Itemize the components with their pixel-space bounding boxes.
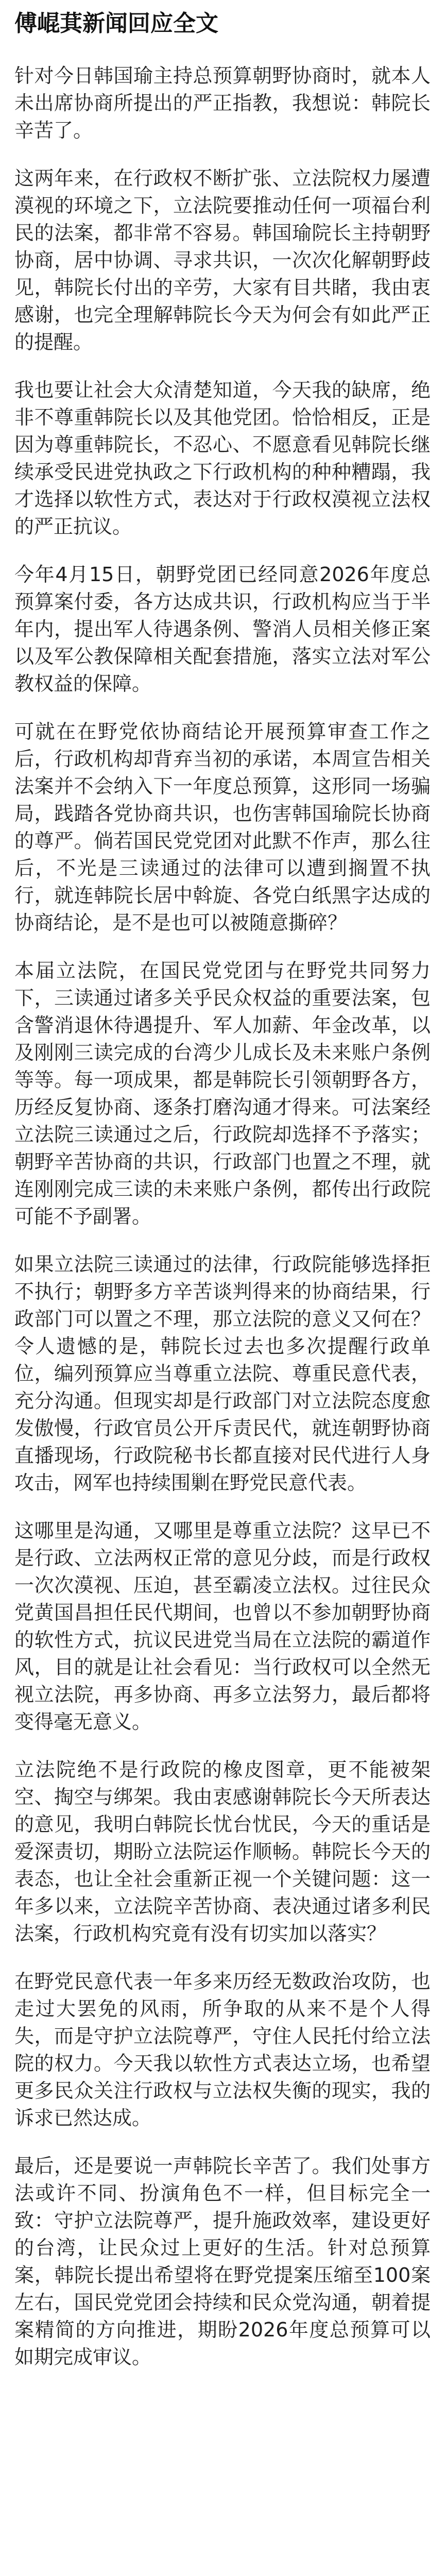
article-paragraph-11: 最后，还是要说一声韩院长辛苦了。我们处事方法或许不同、扮演角色不一样，但目标完全一致：守护立法院尊严，提升施政效率，建设更好的台湾，让民众过上更好的生活。针对总预算案，韩院长提出希望将在野党提案压缩至100案左右，国民党党团会持续和民众党沟通，朝着提案精简的方向推进，期盼2026年度总预算可以如期完成审议。 <box>14 2155 431 2368</box>
article-paragraph-5: 可就在在野党依协商结论开展预算审查工作之后，行政机构却背弃当初的承诺，本周宣告相关法案并不会纳入下一年度总预算，这形同一场骗局，践踏各党协商共识，也伤害韩国瑜院长协商的尊严。倘若国民党党团对此默不作声，那么往后，不光是三读通过的法律可以遭到搁置不执行，就连韩院长居中斡旋、各党白纸黑字达成的协商结论，是不是也可以被随意撕碎？ <box>14 720 431 934</box>
article-paragraph-7: 如果立法院三读通过的法律，行政院能够选择拒不执行；朝野多方辛苦谈判得来的协商结果，行政部门可以置之不理，那立法院的意义又何在？令人遗憾的是，韩院长过去也多次提醒行政单位，编列预算应当尊重立法院、尊重民意代表，充分沟通。但现实却是行政部门对立法院态度愈发傲慢，行政官员公开斥责民代，就连朝野协商直播现场，行政院秘书长都直接对民代进行人身攻击，网军也持续围剿在野党民意代表。 <box>14 1253 431 1494</box>
article-paragraph-2: 这两年来，在行政权不断扩张、立法院权力屡遭漠视的环境之下，立法院要推动任何一项福台利民的法案，都非常不容易。韩国瑜院长主持朝野协商，居中协调、寻求共识，一次次化解朝野歧见，韩院长付出的辛劳，大家有目共睹，我由衷感谢，也完全理解韩院长今天为何会有如此严正的提醒。 <box>14 167 431 353</box>
article-paragraph-3: 我也要让社会大众清楚知道，今天我的缺席，绝非不尊重韩院长以及其他党团。恰恰相反，正是因为尊重韩院长，不忍心、不愿意看见韩院长继续承受民进党执政之下行政机构的种种糟蹋，我才选择以软性方式，表达对于行政权漠视立法权的严正抗议。 <box>14 379 431 538</box>
article-title: 傅崐萁新闻回应全文 <box>14 10 218 37</box>
article-paragraph-9: 立法院绝不是行政院的橡皮图章，更不能被架空、掏空与绑架。我由衷感谢韩院长今天所表达的意见，我明白韩院长忧台忧民，今天的重话是爱深责切，期盼立法院运作顺畅。韩院长今天的表态，也让全社会重新正视一个关键问题：这一年多以来，立法院辛苦协商、表决通过诸多利民法案，行政机构究竟有没有切实加以落实？ <box>14 1758 431 1945</box>
article-paragraph-6: 本届立法院，在国民党党团与在野党共同努力下，三读通过诸多关乎民众权益的重要法案，包含警消退休待遇提升、军人加薪、年金改革，以及刚刚三读完成的台湾少儿成长及未来账户条例等等。每一项成果，都是韩院长引领朝野各方，历经反复协商、逐条打磨沟通才得来。可法案经立法院三读通过之后，行政院却选择不予落实；朝野辛苦协商的共识，行政部门也置之不理，就连刚刚完成三读的未来账户条例，都传出行政院可能不予副署。 <box>14 959 431 1228</box>
article-paragraph-8: 这哪里是沟通，又哪里是尊重立法院？这早已不是行政、立法两权正常的意见分歧，而是行政权一次次漠视、压迫，甚至霸凌立法权。过往民众党黄国昌担任民代期间，也曾以不参加朝野协商的软性方式，抗议民进党当局在立法院的霸道作风，目的就是让社会看见：当行政权可以全然无视立法院，再多协商、再多立法努力，最后都将变得毫无意义。 <box>14 1519 431 1733</box>
article-paragraph-1: 针对今日韩国瑜主持总预算朝野协商时，就本人未出席协商所提出的严正指教，我想说：韩院长辛苦了。 <box>14 64 431 142</box>
article-paragraph-4: 今年4月15日，朝野党团已经同意2026年度总预算案付委，各方达成共识，行政机构应当于半年内，提出军人待遇条例、警消人员相关修正案以及军公教保障相关配套措施，落实立法对军公教权益的保障。 <box>14 563 431 695</box>
article-paragraph-10: 在野党民意代表一年多来历经无数政治攻防，也走过大罢免的风雨，所争取的从来不是个人得失，而是守护立法院尊严，守住人民托付给立法院的权力。今天我以软性方式表达立场，也希望更多民众关注行政权与立法权失衡的现实，我的诉求已然达成。 <box>14 1970 431 2129</box>
